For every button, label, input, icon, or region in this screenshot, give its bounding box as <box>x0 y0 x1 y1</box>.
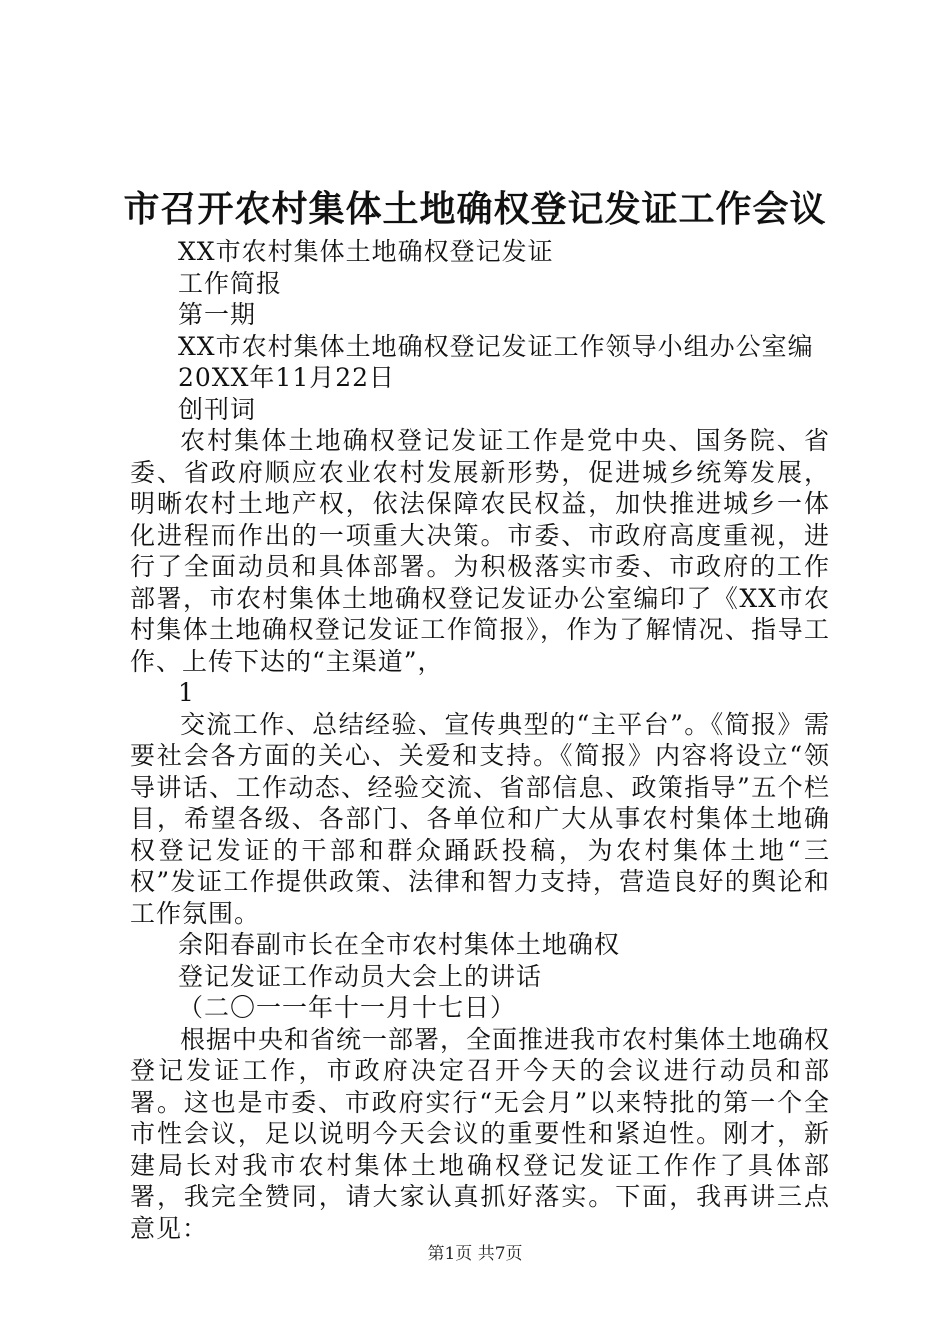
page-footer: 第1页 共7页 <box>427 1244 523 1264</box>
header-line: XX市农村集体土地确权登记发证工作领导小组办公室编 <box>178 331 814 361</box>
speech-title: 登记发证工作动员大会上的讲话 <box>178 961 543 991</box>
document-body <box>130 236 830 1244</box>
header-line: 创刊词 <box>178 394 257 424</box>
document-title: 市召开农村集体土地确权登记发证工作会议 <box>123 188 827 230</box>
header-line: XX市农村集体土地确权登记发证 <box>178 237 554 266</box>
header-line: 第一期 <box>178 300 257 329</box>
paragraph: 根据中央和省统一部署，全面推进我市农村集体土地确权登记发证工作，市政府决定召开今天的会议进行动员和部署。这也是市委、市政府实行“无会月”以来特批的第一个全市性会议，足以说明今天会议的重要性和紧迫性。刚才，新建局长对我市农村集体土地确权登记发证工作作了具体部署，我完全赞同，请大家认真抓好落实。下面，我再讲三点意见： <box>130 1024 831 1243</box>
paragraph: 交流工作、总结经验、宣传典型的“主平台”。《简报》需要社会各方面的关心、关爱和支持。《简报》内容将设立“领导讲话、工作动态、经验交流、省部信息、政策指导”五个栏目，希望各级、各部门、各单位和广大从事农村集体土地确权登记发证的干部和群众踊跃投稿，为农村集体土地“三权”发证工作提供政策、法律和智力支持，营造良好的舆论和工作氛围。 <box>130 709 830 928</box>
header-line: 20XX年11月22日 <box>178 363 396 392</box>
speech-title: 余阳春副市长在全市农村集体土地确权 <box>178 930 621 959</box>
paragraph: 农村集体土地确权登记发证工作是党中央、国务院、省委、省政府顺应农业农村发展新形势，促进城乡统筹发展，明晰农村土地产权，依法保障农民权益，加快推进城乡一体化进程而作出的一项重大决策。市委、市政府高度重视，进行了全面动员和具体部署。为积极落实市委、市政府的工作部署，市农村集体土地确权登记发证办公室编印了《XX市农村集体土地确权登记发证工作简报》，作为了解情况、指导工作、上传下达的“主渠道”， <box>130 426 830 676</box>
speech-date: （二〇一一年十一月十七日） <box>178 993 517 1022</box>
header-line: 工作简报 <box>178 268 283 298</box>
inline-page-number: 1 <box>178 678 195 707</box>
